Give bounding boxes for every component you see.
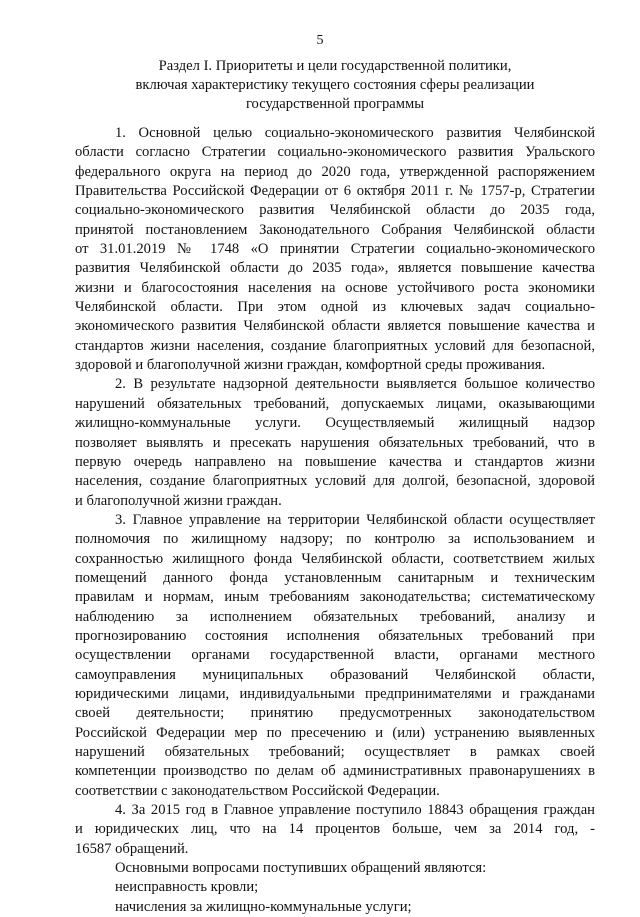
text-line: Правительства Российской Федерации от 6 октября 2011 г. № 1757-р, Стратегии (75, 183, 595, 200)
text-line: принятой постановлением Законодательного Собрания Челябинской области (75, 221, 595, 238)
text-line: полномочия по жилищному надзору; по контролю за использованием и (75, 531, 595, 548)
text-line: нарушений обязательных требований, допускаемых лицами, оказывающими (75, 395, 595, 412)
text-line: и юридических лиц, что на 14 процентов больше, чем за 2014 год, - (75, 821, 595, 838)
text-line: жилищно-коммунальные услуги. Осуществляемый жилищный надзор (75, 415, 595, 432)
text-line: осуществлении органами государственной власти, органами местного (75, 647, 595, 664)
text-line: стандартов жизни населения, создание благоприятных условий для безопасной, (75, 337, 595, 354)
text-line: Российской Федерации мер по пресечению и (или) устранению выявленных (75, 724, 595, 741)
heading-line: включая характеристику текущего состояния сферы реализации (135, 77, 535, 93)
text-line: неисправность кровли; (115, 879, 259, 896)
text-line: 2. В результате надзорной деятельности выявляется большое количество (115, 376, 595, 393)
text-line: своей деятельности; принятию предусмотренных законодательством (75, 705, 595, 722)
text-line: помещений данного фонда установленным санитарным и техническим (75, 569, 595, 586)
text-line: прогнозированию состояния исполнения обязательных требований при (75, 627, 595, 644)
text-line: начисления за жилищно-коммунальные услуги; (115, 898, 412, 915)
text-line: федерального округа на период до 2020 года, утвержденной распоряжением (75, 163, 595, 180)
page-number: 5 (316, 33, 324, 48)
text-line: соответствии с законодательством Российской Федерации. (75, 782, 440, 799)
section-heading (60, 57, 610, 114)
text-line: жизни и благосостояния населения на основе устойчивого роста экономики (75, 279, 595, 296)
text-line: развития Челябинской области до 2035 года», является повышение качества (75, 260, 595, 277)
text-line: экономического развития Челябинской области является повышение качества и (75, 318, 595, 335)
text-line: Основными вопросами поступивших обращений являются: (115, 860, 487, 877)
text-line: 3. Главное управление на территории Челябинской области осуществляет (115, 511, 595, 528)
text-line: 4. За 2015 год в Главное управление поступило 18843 обращения граждан (115, 802, 595, 819)
text-line: наблюдению за исполнением обязательных требований, анализу и (75, 608, 595, 625)
text-line: правилам и нормам, иным требованиям законодательства; систематическому (75, 589, 595, 606)
text-line: 1. Основной целью социально-экономического развития Челябинской (115, 125, 595, 141)
text-line: социально-экономического развития Челябинской области до 2035 года, (75, 202, 595, 219)
body-text (75, 124, 595, 917)
text-line: самоуправления муниципальных образований Челябинской области, (75, 666, 595, 683)
text-line: и благополучной жизни граждан. (75, 492, 282, 509)
text-line: Челябинской области. При этом одной из ключевых задач социально- (75, 299, 595, 316)
text-line: юридическими лицами, индивидуальными предпринимателями и гражданами (75, 685, 595, 702)
text-line: позволяет выявлять и пресекать нарушения обязательных требований, что в (75, 434, 595, 451)
text-line: первую очередь направлено на повышение качества и стандартов жизни (75, 453, 595, 470)
heading-line: государственной программы (245, 96, 425, 112)
text-line: населения, создание благоприятных условий для долгой, безопасной, здоровой (75, 473, 595, 490)
text-line: от 31.01.2019 № 1748 «О принятии Стратегии социально-экономического (75, 241, 595, 258)
heading-line: Раздел I. Приоритеты и цели государственной политики, (158, 58, 512, 74)
text-line: здоровой и благополучной жизни граждан, комфортной среды проживания. (75, 357, 546, 374)
text-line: 16587 обращений. (75, 840, 189, 857)
text-line: области согласно Стратегии социально-экономического развития Уральского (75, 144, 595, 161)
text-line: компетенции производство по делам об административных правонарушениях в (75, 763, 595, 780)
text-line: сохранностью жилищного фонда Челябинской области, соответствием жилых (75, 550, 595, 567)
text-line: нарушений обязательных требований; осуществляет в рамках своей (75, 744, 595, 760)
